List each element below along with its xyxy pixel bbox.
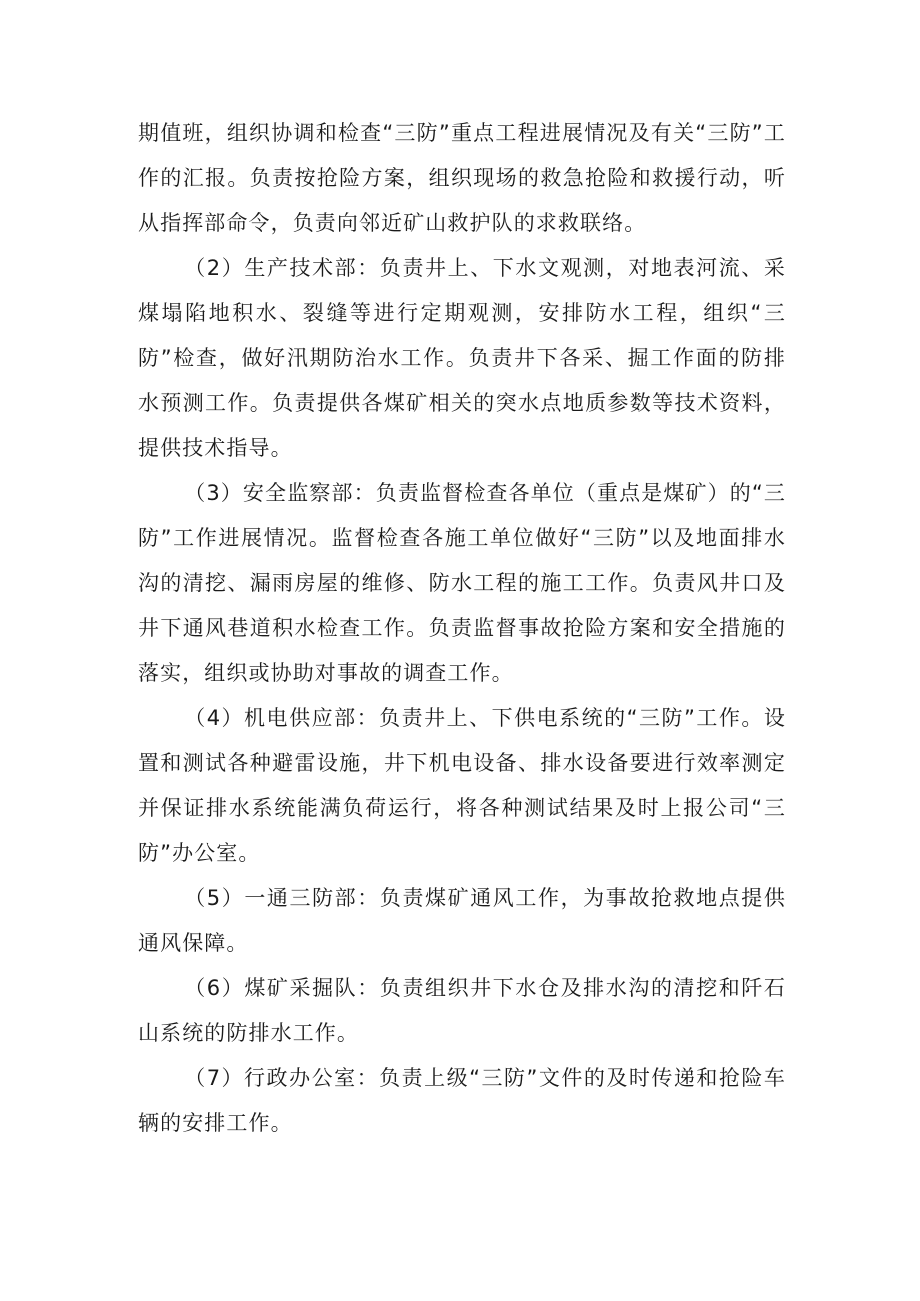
document-body — [138, 111, 786, 1146]
paragraph-mining-team: （6）煤矿采掘队：负责组织井下水仓及排水沟的清挖和阡石山系统的防排水工作。 — [138, 976, 786, 1045]
paragraph-safety-supervision-dept: （3）安全监察部：负责监督检查各单位（重点是煤矿）的“三防”工作进展情况。监督检查各施工单位做好“三防”以及地面排水沟的清挖、漏雨房屋的维修、防水工程的施工工作。负责风井口及井下通风巷道积水检查工作。负责监督事故抢险方案和安全措施的落实，组织或协助对事故的调查工作。 — [138, 481, 786, 685]
paragraph-electromechanical-supply-dept: （4）机电供应部：负责井上、下供电系统的“三防”工作。设置和测试各种避雷设施，井下机电设备、排水设备要进行效率测定并保证排水系统能满负荷运行，将各种测试结果及时上报公司“三防”办公室。 — [138, 706, 786, 865]
paragraph-production-technology-dept: （2）生产技术部：负责井上、下水文观测，对地表河流、采煤塌陷地积水、裂缝等进行定期观测，安排防水工程，组织“三防”检查，做好汛期防治水工作。负责井下各采、掘工作面的防排水预测工作。负责提供各煤矿相关的突水点地质参数等技术资料，提供技术指导。 — [138, 256, 786, 460]
paragraph-admin-office: （7）行政办公室：负责上级“三防”文件的及时传递和抢险车辆的安排工作。 — [138, 1066, 786, 1135]
paragraph-continuation: 期值班，组织协调和检查“三防”重点工程进展情况及有关“三防”工作的汇报。负责按抢险方案，组织现场的救急抢险和救援行动，听从指挥部命令，负责向邻近矿山救护队的求救联络。 — [138, 121, 786, 235]
paragraph-ventilation-dept: （5）一通三防部：负责煤矿通风工作，为事故抢救地点提供通风保障。 — [138, 886, 786, 955]
